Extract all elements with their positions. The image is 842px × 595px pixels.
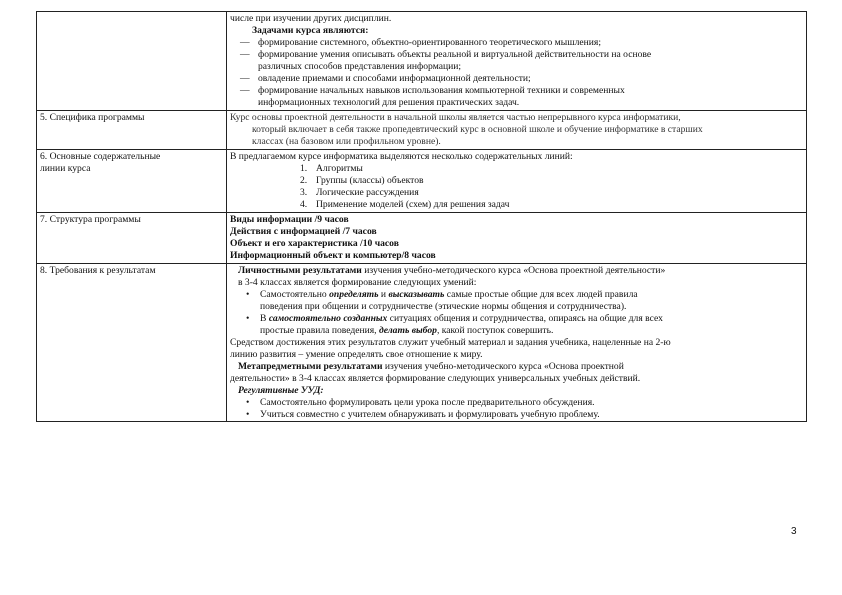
text-span: Самостоятельно bbox=[260, 288, 330, 300]
content-cell bbox=[227, 149, 807, 212]
text-line: Объект и его характеристика /10 часов bbox=[230, 237, 399, 249]
list-item-text bbox=[260, 313, 663, 325]
text-line: Курс основы проектной деятельности в начальной школы является частью непрерывного курса информатики, bbox=[230, 111, 681, 123]
text-line: Информационный объект и компьютер/8 часов bbox=[230, 249, 436, 261]
list-item bbox=[230, 73, 803, 85]
bullet-marker: • bbox=[246, 312, 250, 324]
row-label: 6. Основные содержательные bbox=[40, 150, 161, 162]
list-item-text bbox=[260, 289, 638, 301]
table-row bbox=[37, 149, 807, 212]
list-number: 3. bbox=[300, 186, 308, 198]
content-cell bbox=[227, 263, 807, 422]
dash-marker: — bbox=[240, 72, 250, 84]
emphasis: самостоятельно созданных bbox=[268, 312, 388, 324]
list-item-text: Алгоритмы bbox=[316, 162, 363, 174]
list-item bbox=[300, 199, 803, 211]
bold-term: Метапредметными результатами bbox=[238, 360, 383, 372]
row-label: 5. Специфика программы bbox=[40, 111, 145, 123]
dash-marker: — bbox=[240, 36, 250, 48]
row-label: линии курса bbox=[40, 162, 91, 174]
tasks-heading: Задачами курса являются: bbox=[252, 24, 369, 36]
list-number: 4. bbox=[300, 198, 308, 210]
bullet-marker: • bbox=[246, 396, 250, 408]
table-row bbox=[37, 263, 807, 422]
table-row bbox=[37, 110, 807, 149]
bullet-marker: • bbox=[246, 408, 250, 420]
text-span: ситуациях общения и сотрудничества, опираясь на общие для всех bbox=[387, 312, 663, 324]
content-cell bbox=[227, 110, 807, 149]
text-line: Виды информации /9 часов bbox=[230, 213, 349, 225]
table-row bbox=[37, 212, 807, 263]
label-cell bbox=[37, 110, 227, 149]
content-cell bbox=[227, 212, 807, 263]
emphasis: высказывать bbox=[388, 288, 445, 300]
list-item-text: Логические рассуждения bbox=[316, 186, 419, 198]
label-cell bbox=[37, 149, 227, 212]
list-number: 2. bbox=[300, 174, 308, 186]
text-line: в 3-4 классах является формирование следующих умений: bbox=[238, 276, 477, 288]
content-cell-tasks bbox=[227, 12, 807, 111]
text-span: и bbox=[378, 288, 389, 300]
text-line bbox=[230, 265, 803, 277]
list-item-text: различных способов представления информации; bbox=[258, 60, 462, 72]
list-item-text: информационных технологий для решения практических задач. bbox=[258, 96, 520, 108]
label-cell bbox=[37, 263, 227, 422]
list-item-text: овладение приемами и способами информационной деятельности; bbox=[258, 72, 531, 84]
text-line: линию развития – умение определять свое отношение к миру. bbox=[230, 348, 483, 360]
list-item-text: формирование системного, объектно-ориентированного теоретического мышления; bbox=[258, 36, 601, 48]
text-line: числе при изучении других дисциплин. bbox=[230, 13, 392, 24]
bullet-marker: • bbox=[246, 288, 250, 300]
numbered-list bbox=[230, 163, 803, 211]
row-label: 8. Требования к результатам bbox=[40, 264, 156, 276]
text-line: деятельности» в 3-4 классах является формирование следующих универсальных учебных действий. bbox=[230, 372, 641, 384]
list-item bbox=[230, 289, 803, 301]
emphasis: делать выбор bbox=[378, 324, 437, 336]
text-line: который включает в себя также пропедевтический курс в основной школе и обучение информатике в старших bbox=[252, 123, 703, 135]
dash-marker: — bbox=[240, 84, 250, 96]
list-item bbox=[230, 49, 803, 61]
list-item bbox=[300, 175, 803, 187]
emphasis: определять bbox=[329, 288, 379, 300]
list-item bbox=[230, 37, 803, 49]
list-item bbox=[300, 163, 803, 175]
list-item-text: Группы (классы) объектов bbox=[316, 174, 424, 186]
text-line bbox=[230, 361, 803, 373]
list-item bbox=[230, 397, 803, 409]
text-span: В bbox=[260, 312, 269, 324]
list-number: 1. bbox=[300, 162, 308, 174]
list-item bbox=[300, 187, 803, 199]
text-line: Средством достижения этих результатов служит учебный материал и задания учебника, нацеленные на 2-ю bbox=[230, 336, 671, 348]
list-item-text: формирование начальных навыков использования компьютерной техники и современных bbox=[258, 84, 625, 96]
text-span: изучения учебно-методического курса «Основа проектной bbox=[382, 360, 624, 372]
list-item-text bbox=[230, 325, 803, 337]
program-table bbox=[36, 11, 807, 422]
label-cell bbox=[37, 212, 227, 263]
list-item-text: Учиться совместно с учителем обнаруживать и формулировать учебную проблему. bbox=[260, 408, 600, 420]
text-span: изучения учебно-методического курса «Основа проектной деятельности» bbox=[361, 264, 666, 276]
text-line: Действия с информацией /7 часов bbox=[230, 225, 377, 237]
label-cell-empty bbox=[37, 12, 227, 111]
text-span: , какой поступок совершить. bbox=[436, 324, 554, 336]
list-item-text: Самостоятельно формулировать цели урока после предварительного обсуждения. bbox=[260, 396, 595, 408]
bold-term: Личностными результатами bbox=[238, 264, 362, 276]
text-span: самые простые общие для всех людей правила bbox=[444, 288, 638, 300]
list-item bbox=[230, 85, 803, 97]
list-item bbox=[230, 313, 803, 325]
text-line: классах (на базовом или профильном уровне). bbox=[252, 135, 441, 147]
text-span: простые правила поведения, bbox=[260, 324, 379, 336]
dash-marker: — bbox=[240, 48, 250, 60]
text-line: В предлагаемом курсе информатика выделяются несколько содержательных линий: bbox=[230, 150, 573, 162]
section-heading: Регулятивные УУД: bbox=[238, 384, 324, 396]
table-row bbox=[37, 12, 807, 111]
row-label: 7. Структура программы bbox=[40, 213, 141, 225]
list-item-text: Применение моделей (схем) для решения задач bbox=[316, 198, 510, 210]
list-item-text: формирование умения описывать объекты реальной и виртуальной действительности на основе bbox=[258, 48, 652, 60]
list-item-text: поведения при общении и сотрудничестве (этические нормы общения и сотрудничества). bbox=[260, 300, 627, 312]
page-number: 3 bbox=[791, 526, 797, 537]
list-item bbox=[230, 409, 803, 421]
